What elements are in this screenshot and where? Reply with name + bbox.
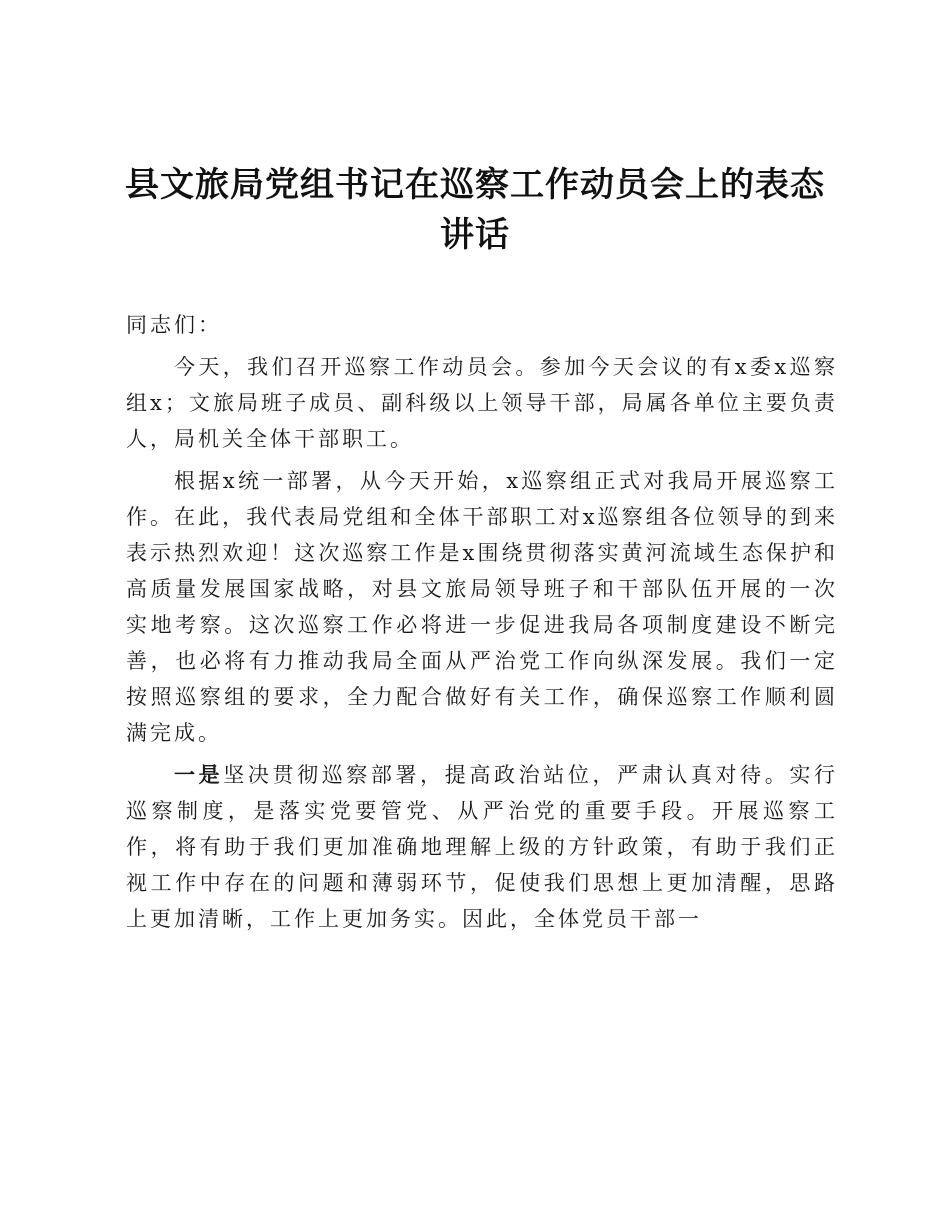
paragraph-1-text: 今天，我们召开巡察工作动员会。参加今天会议的有x委x巡察组x；文旅局班子成员、副科级以上领导干部，局属各单位主要负责人，局机关全体干部职工。 (126, 355, 838, 451)
document-body (126, 307, 838, 937)
document-title: 县文旅局党组书记在巡察工作动员会上的表态讲话 (125, 165, 825, 255)
paragraph-2 (126, 463, 838, 751)
paragraph-1 (126, 349, 838, 457)
paragraph-3-text: 坚决贯彻巡察部署，提高政治站位，严肃认真对待。实行巡察制度，是落实党要管党、从严治党的重要手段。开展巡察工作，将有助于我们更加准确地理解上级的方针政策，有助于我们正视工作中存在的问题和薄弱环节，促使我们思想上更加清醒，思路上更加清晰，工作上更加务实。因此，全体党员干部一 (126, 763, 839, 931)
salutation: 同志们： (126, 313, 222, 337)
paragraph-3-lead: 一是 (174, 763, 224, 787)
paragraph-2-text: 根据x统一部署，从今天开始，x巡察组正式对我局开展巡察工作。在此，我代表局党组和全体干部职工对x巡察组各位领导的到来表示热烈欢迎！这次巡察工作是x围绕贯彻落实黄河流域生态保护和高质量发展国家战略，对县文旅局领导班子和干部队伍开展的一次实地考察。这次巡察工作必将进一步促进我局各项制度建设不断完善，也必将有力推动我局全面从严治党工作向纵深发展。我们一定按照巡察组的要求，全力配合做好有关工作，确保巡察工作顺利圆满完成。 (126, 469, 838, 745)
paragraph-3 (126, 757, 838, 937)
